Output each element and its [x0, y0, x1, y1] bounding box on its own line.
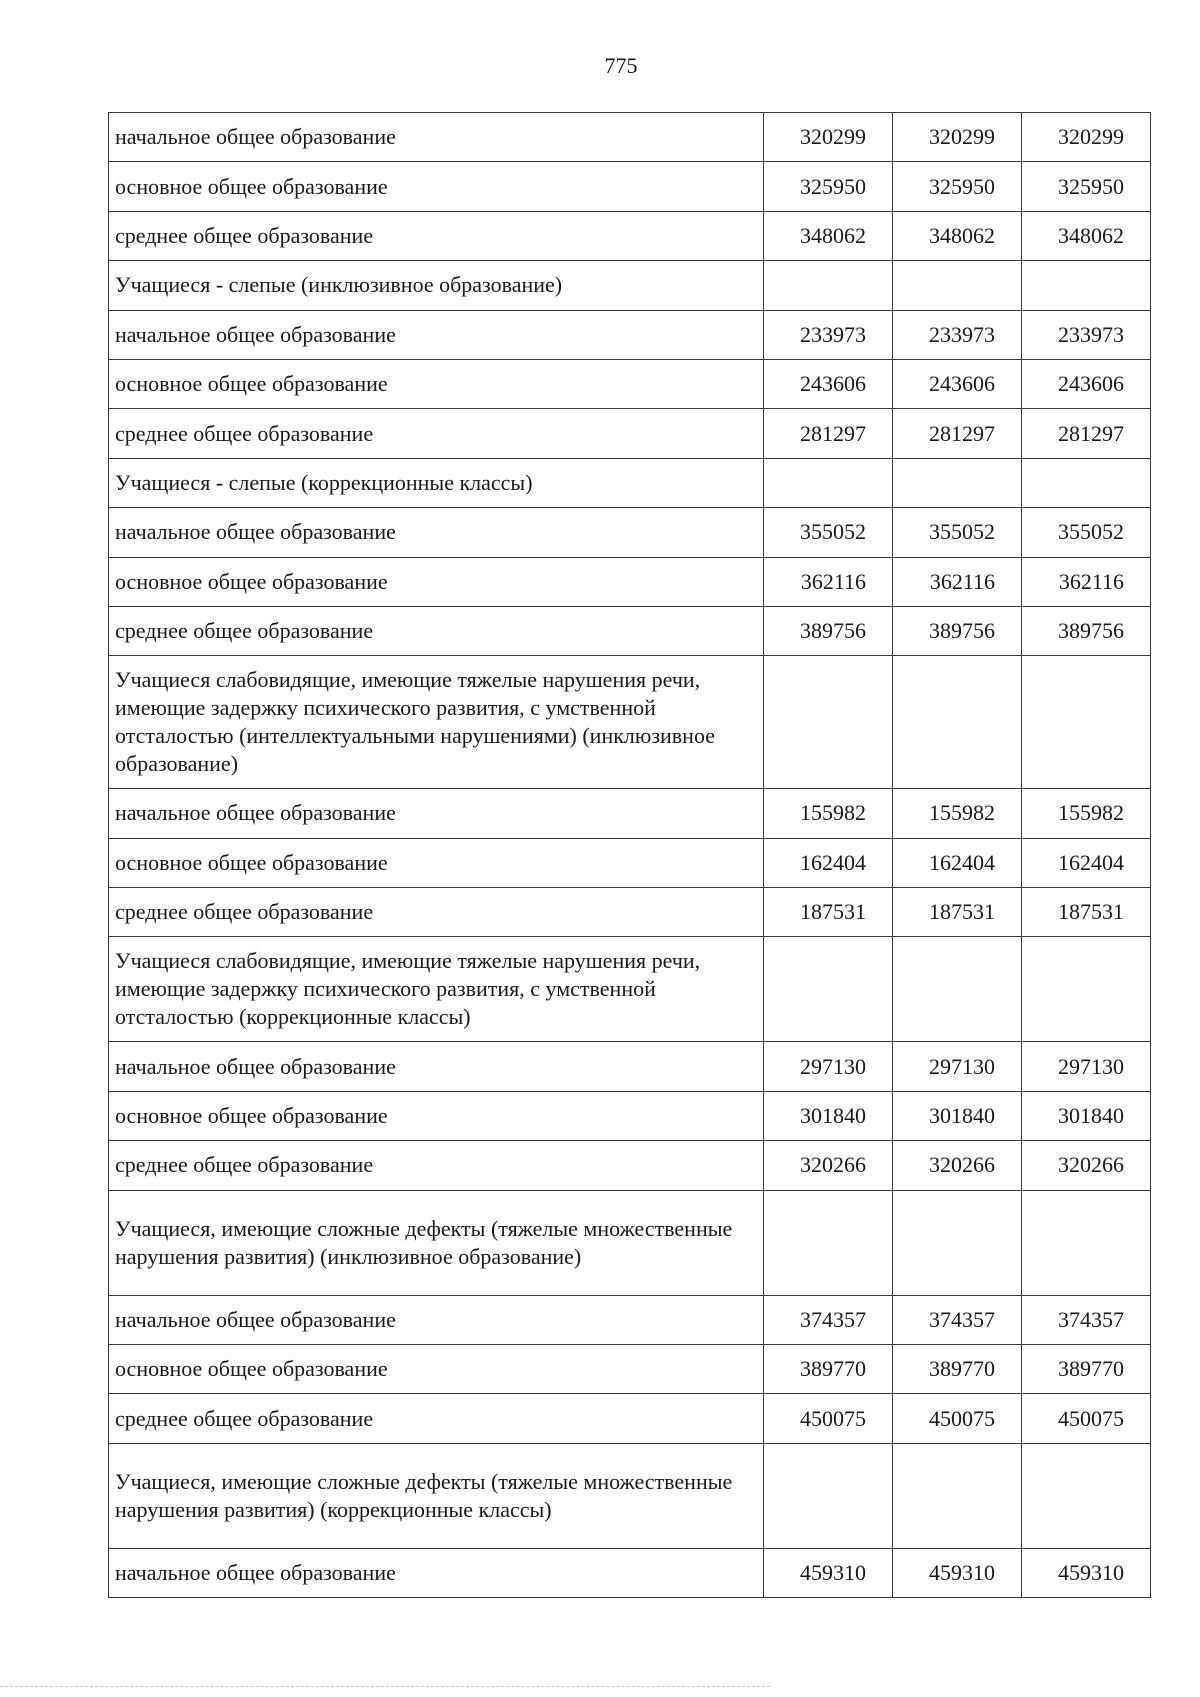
row-value-1: 325950	[764, 162, 893, 211]
table-row	[109, 789, 1151, 838]
table-row	[109, 162, 1151, 211]
row-value-2	[893, 656, 1022, 789]
page-number: 775	[604, 53, 638, 78]
row-value-2: 355052	[893, 508, 1022, 557]
table-row	[109, 838, 1151, 887]
row-value-1: 162404	[764, 838, 893, 887]
table-row	[109, 557, 1151, 606]
row-value-3: 348062	[1022, 211, 1151, 260]
row-value-3: 459310	[1022, 1548, 1151, 1597]
category-row	[109, 937, 1151, 1042]
table-row	[109, 310, 1151, 359]
row-value-1: 355052	[764, 508, 893, 557]
row-value-2	[893, 937, 1022, 1042]
row-value-2: 362116	[893, 557, 1022, 606]
row-value-2: 325950	[893, 162, 1022, 211]
table-row	[109, 1295, 1151, 1344]
category-label: Учащиеся слабовидящие, имеющие тяжелые нарушения речи, имеющие задержку психического развития, с умственной отсталостью (коррекционные классы)	[109, 937, 764, 1042]
row-value-3: 233973	[1022, 310, 1151, 359]
table-row	[109, 1345, 1151, 1394]
row-value-2: 155982	[893, 789, 1022, 838]
row-value-3: 320266	[1022, 1141, 1151, 1190]
category-row	[109, 1190, 1151, 1295]
row-label: основное общее образование	[109, 838, 764, 887]
row-value-1: 362116	[764, 557, 893, 606]
row-value-2: 297130	[893, 1042, 1022, 1091]
row-value-3: 187531	[1022, 888, 1151, 937]
row-value-3: 281297	[1022, 409, 1151, 458]
category-label: Учащиеся - слепые (инклюзивное образование)	[109, 261, 764, 310]
category-label: Учащиеся - слепые (коррекционные классы)	[109, 458, 764, 507]
row-label: основное общее образование	[109, 1345, 764, 1394]
row-label: начальное общее образование	[109, 1295, 764, 1344]
row-value-2: 389770	[893, 1345, 1022, 1394]
row-value-1	[764, 937, 893, 1042]
row-label: основное общее образование	[109, 1091, 764, 1140]
row-value-1: 389770	[764, 1345, 893, 1394]
row-label: среднее общее образование	[109, 888, 764, 937]
category-label: Учащиеся, имеющие сложные дефекты (тяжелые множественные нарушения развития) (инклюзивное образование)	[109, 1190, 764, 1295]
row-label: начальное общее образование	[109, 310, 764, 359]
row-value-3: 389756	[1022, 606, 1151, 655]
row-value-1: 297130	[764, 1042, 893, 1091]
row-value-1: 450075	[764, 1394, 893, 1443]
row-value-1: 389756	[764, 606, 893, 655]
table-row	[109, 1141, 1151, 1190]
row-value-2: 187531	[893, 888, 1022, 937]
category-label: Учащиеся, имеющие сложные дефекты (тяжелые множественные нарушения развития) (коррекционные классы)	[109, 1443, 764, 1548]
row-value-3	[1022, 1190, 1151, 1295]
row-value-1: 374357	[764, 1295, 893, 1344]
row-value-3	[1022, 937, 1151, 1042]
row-value-2	[893, 1190, 1022, 1295]
row-value-2	[893, 261, 1022, 310]
table-row	[109, 113, 1151, 162]
row-label: среднее общее образование	[109, 606, 764, 655]
row-value-1: 281297	[764, 409, 893, 458]
row-label: основное общее образование	[109, 359, 764, 408]
row-value-1	[764, 656, 893, 789]
row-label: среднее общее образование	[109, 409, 764, 458]
row-value-2: 301840	[893, 1091, 1022, 1140]
row-value-1: 348062	[764, 211, 893, 260]
row-label: начальное общее образование	[109, 789, 764, 838]
row-value-3: 450075	[1022, 1394, 1151, 1443]
row-value-3: 162404	[1022, 838, 1151, 887]
table-row	[109, 1042, 1151, 1091]
row-value-1: 459310	[764, 1548, 893, 1597]
normative-cost-table	[108, 112, 1151, 1598]
row-value-1	[764, 1443, 893, 1548]
category-label: Учащиеся слабовидящие, имеющие тяжелые нарушения речи, имеющие задержку психического развития, с умственной отсталостью (интеллектуальными нарушениями) (инклюзивное образование)	[109, 656, 764, 789]
row-value-2	[893, 1443, 1022, 1548]
row-value-2: 233973	[893, 310, 1022, 359]
row-value-1: 155982	[764, 789, 893, 838]
table-row	[109, 888, 1151, 937]
row-value-1	[764, 1190, 893, 1295]
category-row	[109, 261, 1151, 310]
row-value-1: 243606	[764, 359, 893, 408]
bottom-divider	[0, 1686, 770, 1687]
row-value-2: 162404	[893, 838, 1022, 887]
row-value-1	[764, 261, 893, 310]
row-value-1: 233973	[764, 310, 893, 359]
row-label: начальное общее образование	[109, 1548, 764, 1597]
row-label: среднее общее образование	[109, 1394, 764, 1443]
row-value-2: 281297	[893, 409, 1022, 458]
row-value-1: 320299	[764, 113, 893, 162]
table-row	[109, 1394, 1151, 1443]
row-value-1: 187531	[764, 888, 893, 937]
row-value-3	[1022, 261, 1151, 310]
row-value-3: 301840	[1022, 1091, 1151, 1140]
row-value-2: 459310	[893, 1548, 1022, 1597]
row-value-2: 374357	[893, 1295, 1022, 1344]
row-value-3	[1022, 1443, 1151, 1548]
row-label: основное общее образование	[109, 557, 764, 606]
row-label: начальное общее образование	[109, 508, 764, 557]
row-value-2: 320299	[893, 113, 1022, 162]
row-value-3: 325950	[1022, 162, 1151, 211]
row-value-1	[764, 458, 893, 507]
row-label: среднее общее образование	[109, 1141, 764, 1190]
category-row	[109, 458, 1151, 507]
row-value-1: 301840	[764, 1091, 893, 1140]
table-row	[109, 508, 1151, 557]
table-row	[109, 359, 1151, 408]
row-value-3: 362116	[1022, 557, 1151, 606]
row-label: среднее общее образование	[109, 211, 764, 260]
row-value-1: 320266	[764, 1141, 893, 1190]
table-row	[109, 1091, 1151, 1140]
row-value-2: 320266	[893, 1141, 1022, 1190]
table-row	[109, 211, 1151, 260]
row-value-3: 243606	[1022, 359, 1151, 408]
row-value-2	[893, 458, 1022, 507]
row-value-2: 389756	[893, 606, 1022, 655]
row-value-3	[1022, 656, 1151, 789]
category-row	[109, 1443, 1151, 1548]
table-row	[109, 606, 1151, 655]
row-value-3: 297130	[1022, 1042, 1151, 1091]
row-value-3: 389770	[1022, 1345, 1151, 1394]
row-value-2: 348062	[893, 211, 1022, 260]
row-value-3	[1022, 458, 1151, 507]
row-value-2: 243606	[893, 359, 1022, 408]
row-value-3: 155982	[1022, 789, 1151, 838]
row-value-3: 320299	[1022, 113, 1151, 162]
row-label: начальное общее образование	[109, 113, 764, 162]
table-row	[109, 409, 1151, 458]
row-label: основное общее образование	[109, 162, 764, 211]
category-row	[109, 656, 1151, 789]
row-value-3: 374357	[1022, 1295, 1151, 1344]
row-label: начальное общее образование	[109, 1042, 764, 1091]
row-value-2: 450075	[893, 1394, 1022, 1443]
row-value-3: 355052	[1022, 508, 1151, 557]
table-row	[109, 1548, 1151, 1597]
